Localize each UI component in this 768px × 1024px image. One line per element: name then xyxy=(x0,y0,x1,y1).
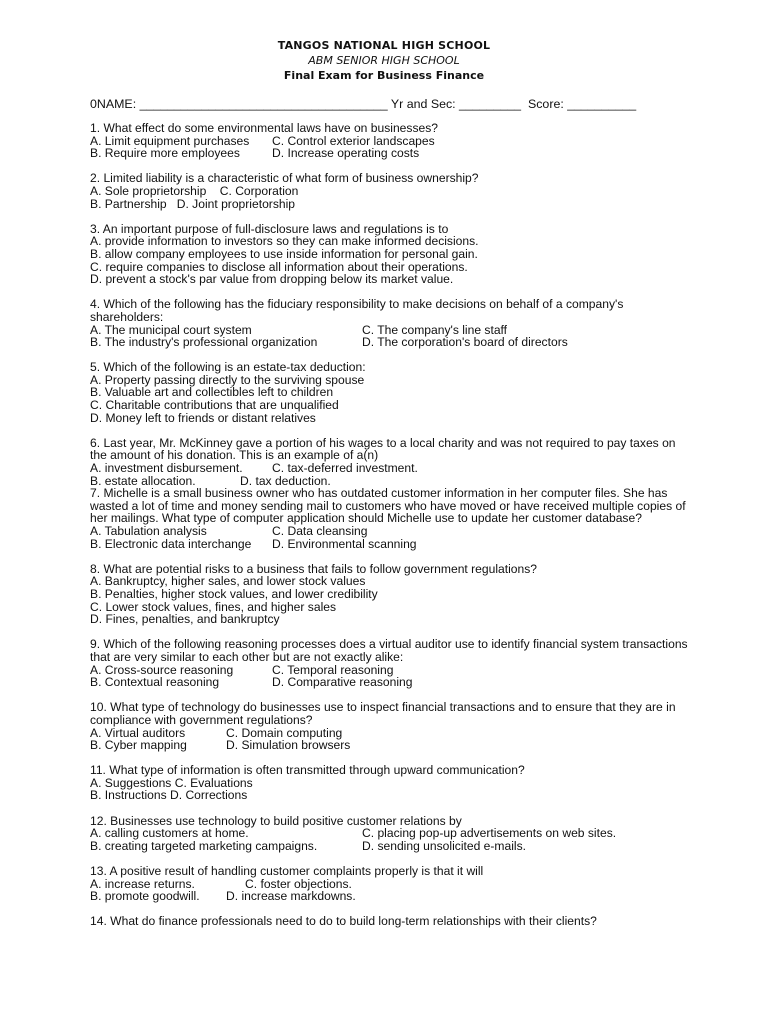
question-stem: 8. What are potential risks to a business that fails to follow government regulations? xyxy=(90,561,538,576)
option-d: D. Fines, penalties, and bankruptcy xyxy=(90,612,280,627)
options-row xyxy=(90,676,690,689)
document-header xyxy=(0,38,768,83)
options-row xyxy=(90,739,690,752)
question-7 xyxy=(90,487,690,550)
options-row xyxy=(90,336,690,349)
question-10 xyxy=(90,701,690,751)
option-d: D. Simulation browsers xyxy=(226,738,351,753)
options-row xyxy=(90,525,690,538)
option-a: A. increase returns. xyxy=(90,876,195,891)
question-stem: 3. An important purpose of full-disclosure laws and regulations is to xyxy=(90,221,449,236)
option-a: A. Cross-source reasoning xyxy=(90,662,234,677)
option-b: B. estate allocation. xyxy=(90,473,196,488)
question-stem: 10. What type of technology do businesses use to inspect financial transactions and to ensure that they are in compliance with government regulations? xyxy=(90,700,676,727)
options-row xyxy=(90,538,690,551)
option-c: C. Data cleansing xyxy=(272,524,368,538)
question-stem: 9. Which of the following reasoning processes does a virtual auditor use to identify financial system transactions that are very similar to each other but are not exactly alike: xyxy=(90,637,688,664)
option-b: B. creating targeted marketing campaigns. xyxy=(90,838,318,853)
option-b: B. The industry's professional organization xyxy=(90,335,318,350)
options-row xyxy=(90,827,690,840)
option-a: A. Bankruptcy, higher sales, and lower stock values xyxy=(90,574,366,589)
question-3 xyxy=(90,223,690,286)
question-5 xyxy=(90,361,690,424)
options-row xyxy=(90,890,690,903)
options-line: B. Partnership D. Joint proprietorship xyxy=(90,196,296,211)
question-stem: 11. What type of information is often transmitted through upward communication? xyxy=(90,763,525,778)
options-row xyxy=(90,462,690,475)
option-c: C. tax-deferred investment. xyxy=(272,461,418,476)
question-stem: 4. Which of the following has the fiduciary responsibility to make decisions on behalf of a company's shareholders: xyxy=(90,297,624,324)
option-c: C. The company's line staff xyxy=(362,322,508,337)
question-list xyxy=(90,122,690,941)
option-a: A. provide information to investors so they can make informed decisions. xyxy=(90,234,479,249)
exam-title: Final Exam for Business Finance xyxy=(283,69,485,82)
question-9 xyxy=(90,638,690,688)
option-a: A. investment disbursement. xyxy=(90,461,243,476)
option-d: D. Increase operating costs xyxy=(272,146,420,161)
question-6 xyxy=(90,437,690,487)
option-b: B. Cyber mapping xyxy=(90,738,187,753)
question-stem: 7. Michelle is a small business owner who has outdated customer information in her computer files. She has wasted a lot of time and money sending mail to customers who have moved or have received multiple copies of her mailings. What type of computer application should Michelle use to update her customer database? xyxy=(90,486,686,526)
option-a: A. Virtual auditors xyxy=(90,725,186,740)
option-d: D. The corporation's board of directors xyxy=(362,335,568,350)
option-c: C. placing pop-up advertisements on web sites. xyxy=(362,826,617,841)
question-13 xyxy=(90,865,690,903)
question-stem: 13. A positive result of handling customer complaints properly is that it will xyxy=(90,864,484,879)
question-stem: 14. What do finance professionals need to do to build long-term relationships with their clients? xyxy=(90,914,597,929)
option-d: D. increase markdowns. xyxy=(226,889,356,904)
school-name: TANGOS NATIONAL HIGH SCHOOL xyxy=(277,39,491,52)
question-1 xyxy=(90,122,690,160)
option-b: B. allow company employees to use inside information for personal gain. xyxy=(90,246,478,261)
option-a: A. Limit equipment purchases xyxy=(90,133,250,148)
student-info-line: 0NAME: ____________________________________ Yr and Sec: _________ Score: __________ xyxy=(90,97,637,111)
option-b: B. Valuable art and collectibles left to children xyxy=(90,385,334,400)
options-line: A. Suggestions C. Evaluations xyxy=(90,775,253,790)
question-stem: 12. Businesses use technology to build positive customer relations by xyxy=(90,813,462,828)
option-b: B. Electronic data interchange xyxy=(90,536,252,551)
question-8 xyxy=(90,563,690,626)
options-row xyxy=(90,147,690,160)
option-d: D. Money left to friends or distant relatives xyxy=(90,410,316,425)
option-b: B. Require more employees xyxy=(90,146,240,161)
options-line: B. Instructions D. Corrections xyxy=(90,788,248,803)
option-a: A. Tabulation analysis xyxy=(90,524,207,538)
option-a: A. The municipal court system xyxy=(90,322,252,337)
question-14 xyxy=(90,915,690,928)
question-12 xyxy=(90,815,690,853)
option-b: B. Penalties, higher stock values, and lower credibility xyxy=(90,586,378,601)
sub-school-name: ABM SENIOR HIGH SCHOOL xyxy=(308,54,460,67)
question-stem: 2. Limited liability is a characteristic of what form of business ownership? xyxy=(90,171,479,186)
option-c: C. foster objections. xyxy=(245,876,352,891)
option-b: B. promote goodwill. xyxy=(90,889,200,904)
option-a: A. Property passing directly to the surviving spouse xyxy=(90,372,365,387)
option-d: D. sending unsolicited e-mails. xyxy=(362,838,527,853)
question-stem: 6. Last year, Mr. McKinney gave a portion of his wages to a local charity and was not required to pay taxes on the amount of his donation. This is an example of a(n) xyxy=(90,435,676,463)
options-line: A. Sole proprietorship C. Corporation xyxy=(90,183,299,198)
option-a: A. calling customers at home. xyxy=(90,826,249,841)
option-c: C. Control exterior landscapes xyxy=(272,133,435,148)
question-stem: 1. What effect do some environmental laws have on businesses? xyxy=(90,121,439,135)
option-c: C. Charitable contributions that are unqualified xyxy=(90,398,339,413)
option-c: C. require companies to disclose all information about their operations. xyxy=(90,259,468,274)
options-row xyxy=(90,840,690,853)
option-c: C. Lower stock values, fines, and higher sales xyxy=(90,599,337,614)
question-stem: 5. Which of the following is an estate-tax deduction: xyxy=(90,360,366,375)
option-d: D. Environmental scanning xyxy=(272,536,417,551)
option-c: C. Temporal reasoning xyxy=(272,662,394,677)
question-2 xyxy=(90,172,690,210)
option-d: D. Comparative reasoning xyxy=(272,675,413,690)
option-d: D. prevent a stock's par value from dropping below its market value. xyxy=(90,272,454,287)
option-b: B. Contextual reasoning xyxy=(90,675,220,690)
option-d: D. tax deduction. xyxy=(240,473,331,488)
question-4 xyxy=(90,298,690,348)
option-c: C. Domain computing xyxy=(226,725,343,740)
question-11 xyxy=(90,764,690,802)
